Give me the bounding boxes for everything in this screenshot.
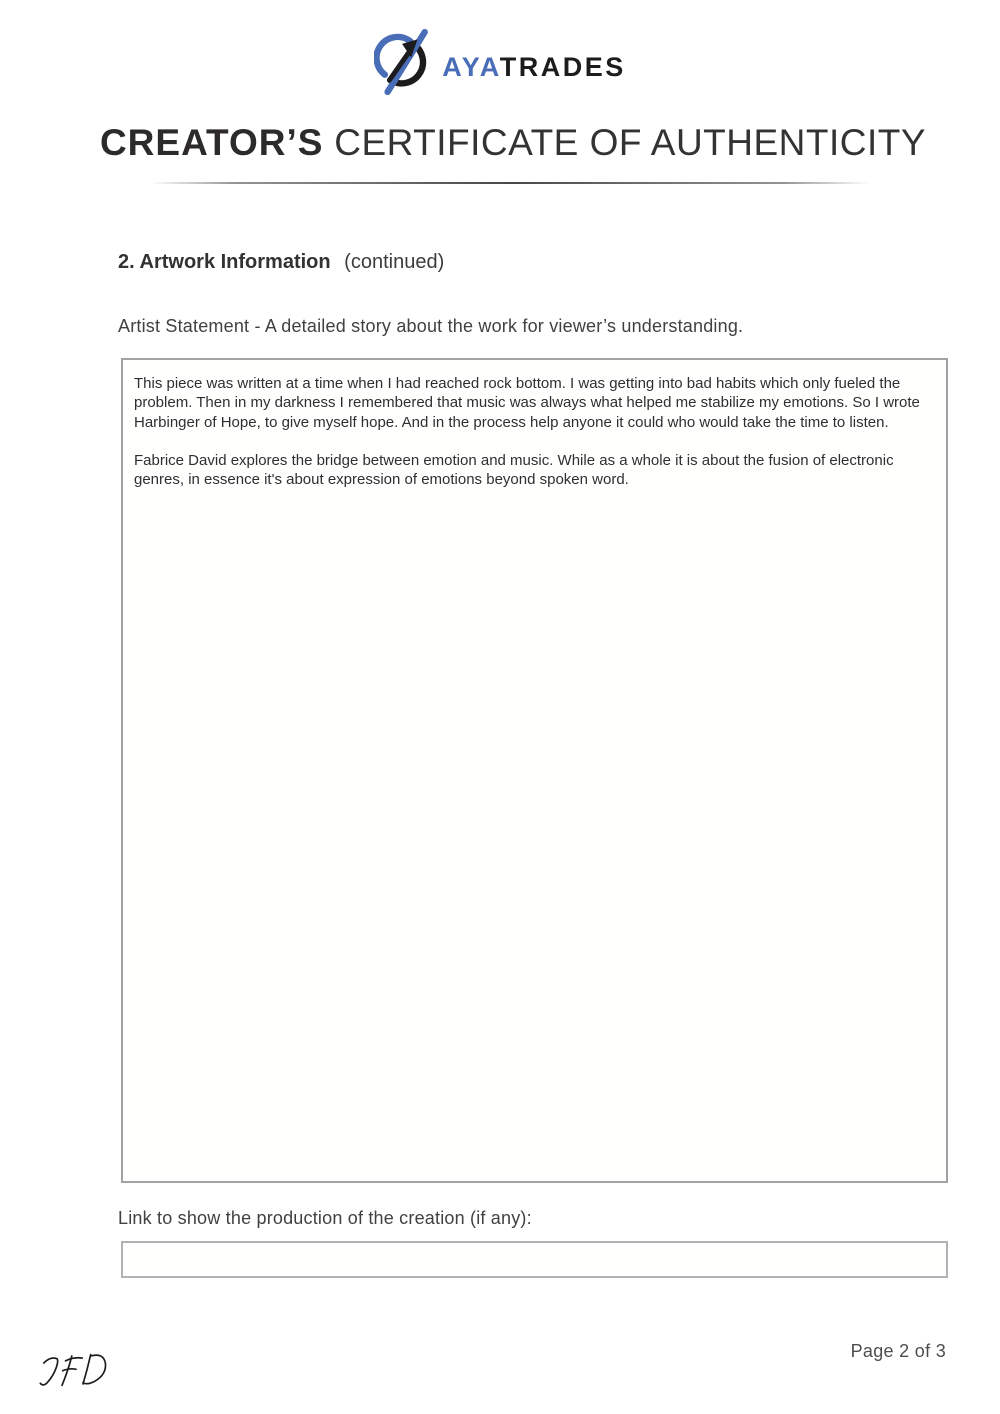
brand-wordmark — [442, 42, 626, 83]
production-link-input[interactable] — [121, 1241, 948, 1278]
section-heading-suffix: (continued) — [344, 251, 445, 273]
brand-header — [0, 29, 1000, 95]
ayatrades-logo-icon — [374, 29, 432, 95]
section-heading — [118, 251, 444, 274]
production-link-label: Link to show the production of the creation (if any): — [118, 1208, 532, 1228]
signature-initials — [34, 1340, 118, 1400]
artist-statement-box[interactable] — [121, 358, 948, 1183]
brand-wordmark-trades: TRADES — [499, 51, 626, 82]
title-divider — [150, 182, 870, 184]
document-title — [0, 122, 1000, 164]
artist-statement-paragraph-1: This piece was written at a time when I had reached rock bottom. I was getting into bad habits which only fueled the problem. Then in my darkness I remembered that music was always what helped me stabilize my emotions. So I wrote Harbinger of Hope, to give myself hope. And in the process help anyone it could who would take the time to listen. — [134, 375, 920, 431]
artist-statement-label: Artist Statement - A detailed story about the work for viewer’s understanding. — [118, 316, 744, 336]
document-title-lead: CREATOR’S — [99, 122, 324, 163]
brand-wordmark-aya: AYA — [442, 51, 500, 82]
section-heading-title: 2. Artwork Information — [118, 251, 331, 273]
artist-statement-paragraph-2: Fabrice David explores the bridge between emotion and music. While as a whole it is about the fusion of electronic genres, in essence it's about expression of emotions beyond spoken word. — [134, 451, 894, 489]
page-indicator: Page 2 of 3 — [850, 1341, 946, 1361]
document-title-rest: CERTIFICATE OF AUTHENTICITY — [334, 122, 927, 163]
